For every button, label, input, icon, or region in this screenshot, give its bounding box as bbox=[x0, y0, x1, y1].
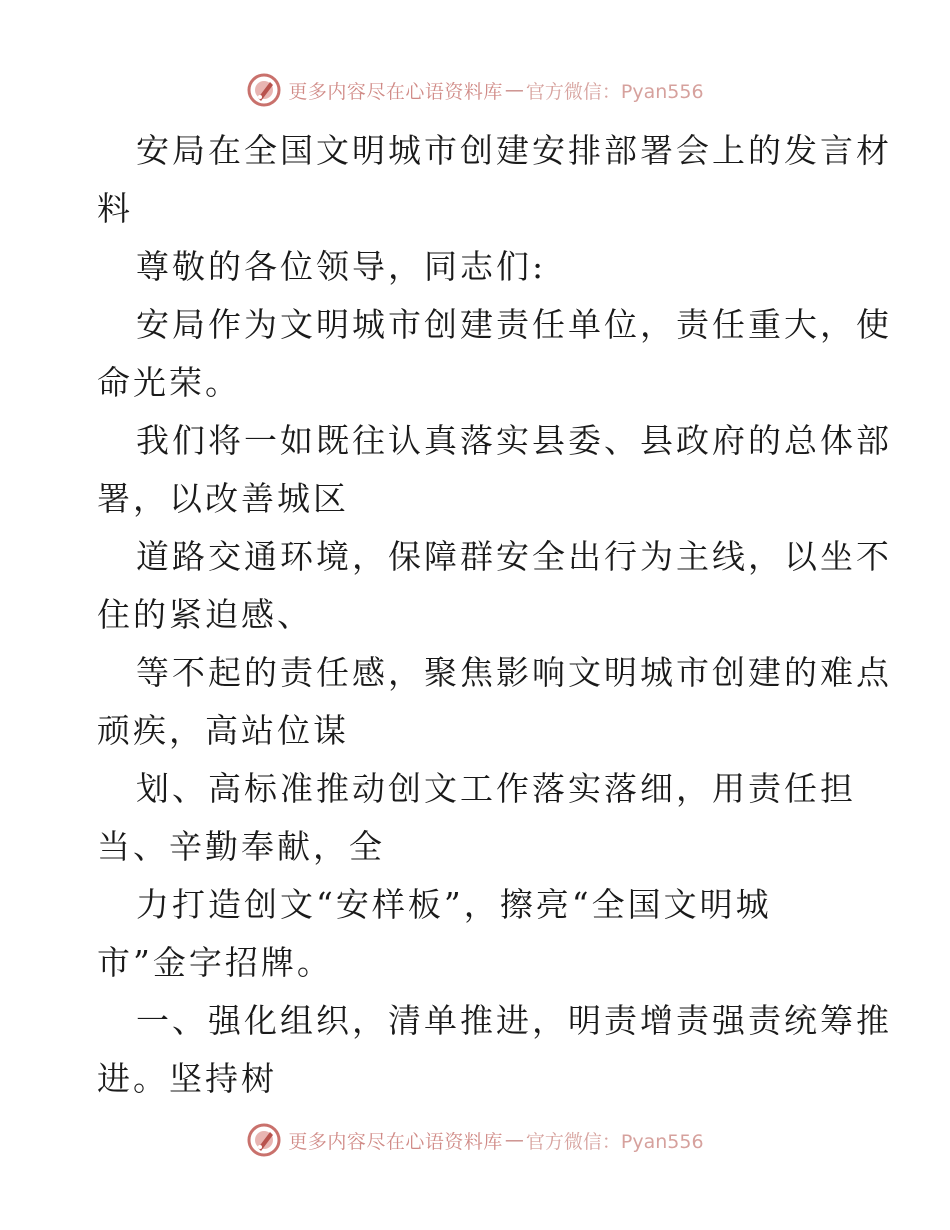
text-line: 力打造创文“安样板”，擦亮“全国文明城 bbox=[136, 885, 772, 924]
footer-watermark bbox=[0, 1120, 950, 1160]
paragraph bbox=[0, 296, 950, 412]
paragraph bbox=[0, 528, 950, 644]
paragraph bbox=[0, 876, 950, 992]
watermark-separator: — bbox=[504, 1129, 524, 1151]
paragraph bbox=[0, 760, 950, 876]
watermark-text: 更多内容尽在心语资料库 bbox=[288, 1130, 503, 1153]
doc-title bbox=[0, 122, 950, 238]
salutation bbox=[0, 238, 950, 296]
watermark-wechat: 官方微信：Pyan556 bbox=[525, 1130, 704, 1153]
header-watermark bbox=[0, 70, 950, 110]
text-line: 划、高标准推动创文工作落实落细，用责任担 bbox=[136, 769, 856, 808]
text-line: 市”金字招牌。 bbox=[97, 943, 333, 982]
section-heading-paragraph bbox=[0, 992, 950, 1108]
watermark-wechat: 官方微信：Pyan556 bbox=[525, 80, 704, 103]
text-line: 进。坚持树 bbox=[97, 1059, 277, 1098]
pen-nib-circle-icon bbox=[246, 72, 282, 108]
text-line: 尊敬的各位领导，同志们: bbox=[136, 247, 547, 286]
paragraph bbox=[0, 644, 950, 760]
document-body bbox=[0, 122, 950, 1108]
text-line: 署，以改善城区 bbox=[97, 479, 349, 518]
text-line: 顽疾，高站位谋 bbox=[97, 711, 349, 750]
watermark-text: 更多内容尽在心语资料库 bbox=[288, 80, 503, 103]
paragraph bbox=[0, 412, 950, 528]
text-line: 住的紧迫感、 bbox=[97, 595, 313, 634]
text-line: 安局作为文明城市创建责任单位，责任重大，使 bbox=[136, 305, 892, 344]
pen-nib-circle-icon bbox=[246, 1122, 282, 1158]
text-line: 等不起的责任感，聚焦影响文明城市创建的难点 bbox=[136, 653, 892, 692]
text-line: 当、辛勤奉献，全 bbox=[97, 827, 385, 866]
text-line: 我们将一如既往认真落实县委、县政府的总体部 bbox=[136, 421, 892, 460]
watermark-separator: — bbox=[504, 79, 524, 101]
text-line: 一、强化组织，清单推进，明责增责强责统筹推 bbox=[136, 1001, 892, 1040]
text-line: 道路交通环境，保障群安全出行为主线，以坐不 bbox=[136, 537, 892, 576]
text-line: 安局在全国文明城市创建安排部署会上的发言材 bbox=[136, 131, 892, 170]
text-line: 命光荣。 bbox=[97, 363, 241, 402]
text-line: 料 bbox=[97, 189, 133, 228]
